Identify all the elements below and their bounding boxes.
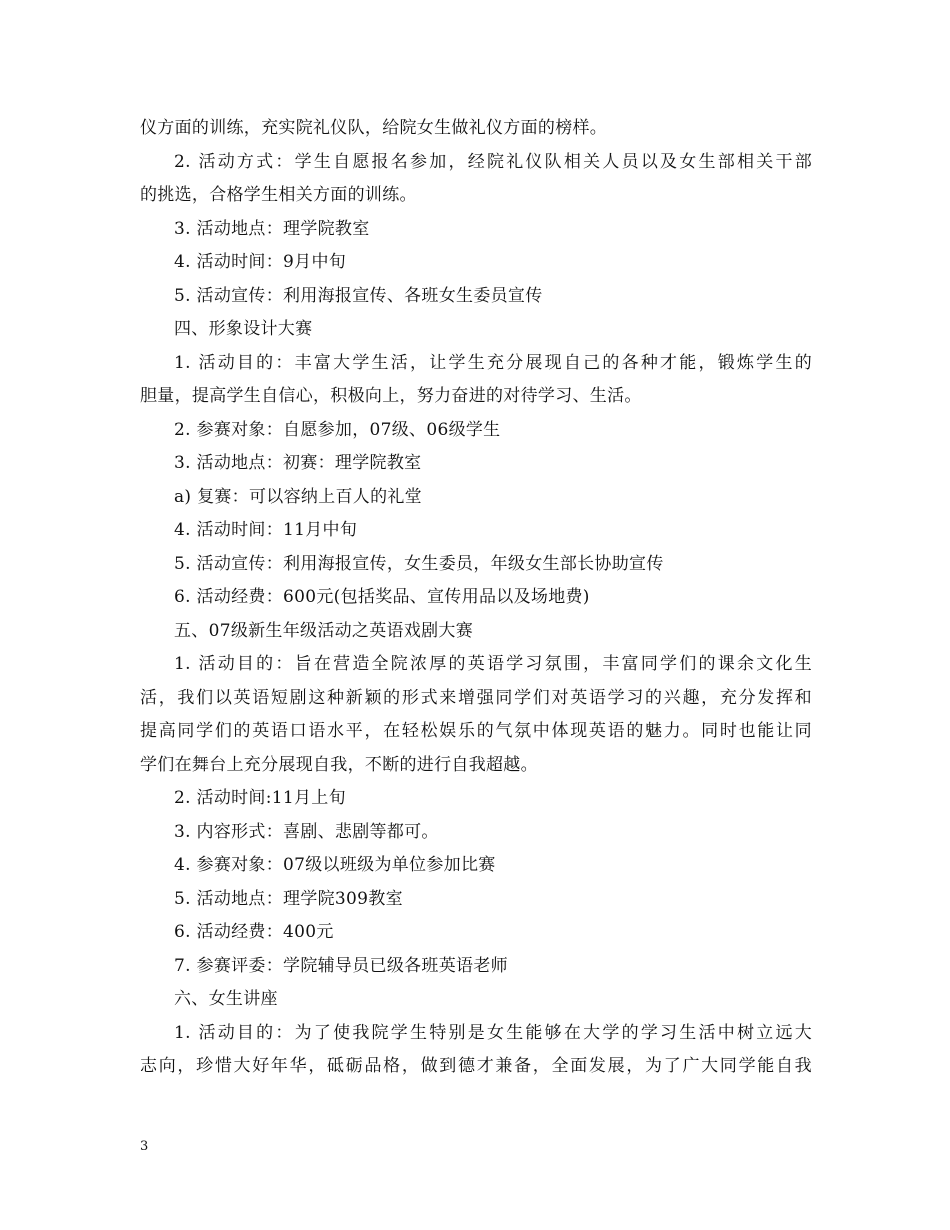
paragraph-line: 提高同学们的英语口语水平，在轻松娱乐的气氛中体现英语的魅力。同时也能让同 <box>140 721 812 741</box>
list-item: 5. 活动宣传：利用海报宣传，女生委员，年级女生部长协助宣传 <box>174 553 664 574</box>
paragraph-line: 1. 活动目的：为了使我院学生特别是女生能够在大学的学习生活中树立远大 <box>174 1022 812 1043</box>
list-item: 3. 内容形式：喜剧、悲剧等都可。 <box>174 821 439 842</box>
paragraph-line: 志向，珍惜大好年华，砥砺品格，做到德才兼备，全面发展，为了广大同学能自我 <box>140 1056 812 1076</box>
paragraph-line: 活，我们以英语短剧这种新颖的形式来增强同学们对英语学习的兴趣，充分发挥和 <box>140 687 812 708</box>
list-item: 6. 活动经费：400元 <box>174 922 334 942</box>
list-item: 4. 活动时间：9月中旬 <box>174 252 347 272</box>
section-heading: 六、女生讲座 <box>174 989 278 1009</box>
section-heading: 四、形象设计大赛 <box>174 319 313 339</box>
page-number: 3 <box>140 1139 149 1154</box>
paragraph-line: 1. 活动目的：丰富大学生活，让学生充分展现自己的各种才能，锻炼学生的 <box>174 352 812 373</box>
document-body <box>140 112 812 1084</box>
paragraph-line: 2. 活动方式：学生自愿报名参加，经院礼仪队相关人员以及女生部相关干部 <box>174 151 812 172</box>
list-item: 7. 参赛评委：学院辅导员已级各班英语老师 <box>174 955 508 976</box>
paragraph-line: 的挑选，合格学生相关方面的训练。 <box>140 185 417 205</box>
list-item: 5. 活动地点：理学院309教室 <box>174 888 403 909</box>
list-item: 4. 参赛对象：07级以班级为单位参加比赛 <box>174 855 496 875</box>
list-item: 3. 活动地点：初赛：理学院教室 <box>174 453 422 473</box>
paragraph-line: 1. 活动目的：旨在营造全院浓厚的英语学习氛围，丰富同学们的课余文化生 <box>174 654 812 674</box>
list-item: 2. 参赛对象：自愿参加，07级、06级学生 <box>174 419 501 440</box>
section-heading: 五、07级新生年级活动之英语戏剧大赛 <box>174 620 474 641</box>
list-item: 4. 活动时间：11月中旬 <box>174 520 358 540</box>
list-item: 2. 活动时间:11月上旬 <box>174 788 346 808</box>
list-item: 5. 活动宣传：利用海报宣传、各班女生委员宣传 <box>174 285 543 306</box>
paragraph-line: 学们在舞台上充分展现自我，不断的进行自我超越。 <box>140 754 538 775</box>
list-item: a) 复赛：可以容纳上百人的礼堂 <box>174 486 422 507</box>
paragraph-line: 仪方面的训练，充实院礼仪队，给院女生做礼仪方面的榜样。 <box>140 118 608 138</box>
paragraph-line: 胆量，提高学生自信心，积极向上，努力奋进的对待学习、生活。 <box>140 386 642 406</box>
list-item: 6. 活动经费：600元(包括奖品、宣传用品以及场地费) <box>174 587 590 607</box>
list-item: 3. 活动地点：理学院教室 <box>174 218 370 239</box>
